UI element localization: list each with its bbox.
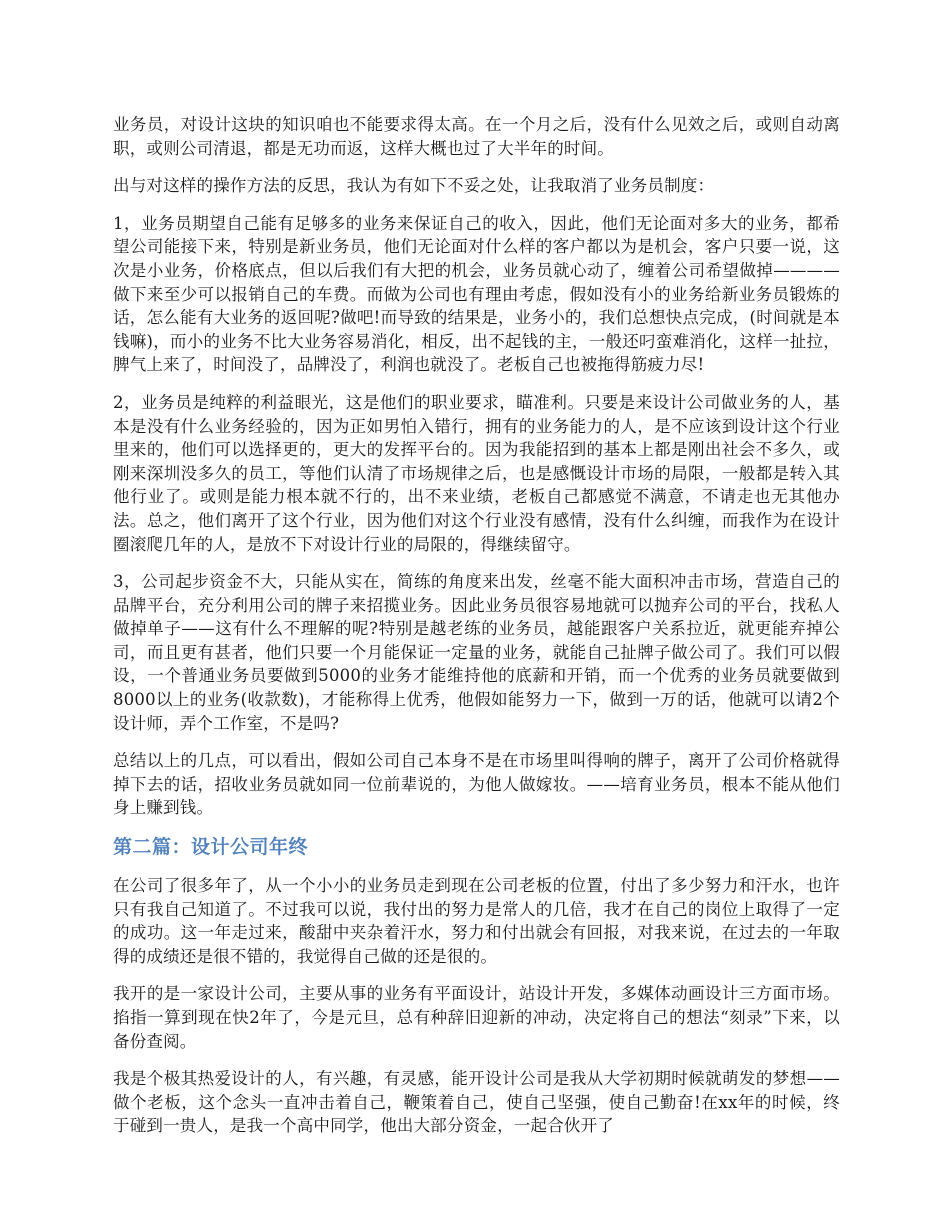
paragraph: 业务员，对设计这块的知识咱也不能要求得太高。在一个月之后，没有什么见效之后，或则自动离职，或则公司清退，都是无功而返，这样大概也过了大半年的时间。: [113, 115, 840, 158]
paragraph: 3，公司起步资金不大，只能从实在，简练的角度来出发，丝毫不能大面积冲击市场，营造自己的品牌平台，充分利用公司的牌子来招揽业务。因此业务员很容易地就可以抛弃公司的平台，找私人做掉单子——这有什么不理解的呢?特别是越老练的业务员，越能跟客户关系拉近，就更能弃掉公司，而且更有甚者，他们只要一个月能保证一定量的业务，就能自己扯牌子做公司了。我们可以假设，一个普通业务员要做到5000的业务才能维持他的底薪和开销，而一个优秀的业务员就要做到8000以上的业务(收款数)，才能称得上优秀，他假如能努力一下，做到一万的话，他就可以请2个设计师，弄个工作室，不是吗?: [113, 572, 840, 733]
document-page: [113, 113, 840, 1152]
paragraph: 1，业务员期望自己能有足够多的业务来保证自己的收入，因此，他们无论面对多大的业务，都希望公司能接下来，特别是新业务员，他们无论面对什么样的客户都以为是机会，客户只要一说，这次是小业务，价格底点，但以后我们有大把的机会，业务员就心动了，缠着公司希望做掉————做下来至少可以报销自己的车费。而做为公司也有理由考虑，假如没有小的业务给新业务员锻炼的话，怎么能有大业务的返回呢?做吧!而导致的结果是，业务小的，我们总想快点完成，(时间就是本钱嘛)，而小的业务不比大业务容易消化，相反，出不起钱的主，一般还叼蛮难消化，这样一扯拉，脾气上来了，时间没了，品牌没了，利润也就没了。老板自己也被拖得筋疲力尽!: [113, 213, 840, 375]
paragraph: 我是个极其热爱设计的人，有兴趣，有灵感，能开设计公司是我从大学初期时候就萌发的梦想——做个老板，这个念头一直冲击着自己，鞭策着自己，使自己坚强，使自己勤奋!在xx年的时候，终于碰到一贵人，是我一个高中同学，他出大部分资金，一起合伙开了: [113, 1069, 840, 1136]
paragraph: 出与对这样的操作方法的反思，我认为有如下不妥之处，让我取消了业务员制度：: [113, 176, 715, 196]
section-heading: 第二篇：设计公司年终: [113, 836, 309, 859]
paragraph: 在公司了很多年了，从一个小小的业务员走到现在公司老板的位置，付出了多少努力和汗水，也许只有我自己知道了。不过我可以说，我付出的努力是常人的几倍，我才在自己的岗位上取得了一定的成功。这一年走过来，酸甜中夹杂着汗水，努力和付出就会有回报，对我来说，在过去的一年取得的成绩还是很不错的，我觉得自己做的还是很的。: [113, 876, 840, 966]
paragraph: 2，业务员是纯粹的利益眼光，这是他们的职业要求，瞄准利。只要是来设计公司做业务的人，基本是没有什么业务经验的，因为正如男怕入错行，拥有的业务能力的人，是不应该到设计这个行业里来的，他们可以选择更的，更大的发挥平台的。因为我能招到的基本上都是刚出社会不多久，或刚来深圳没多久的员工，等他们认清了市场规律之后，也是感慨设计市场的局限，一般都是转入其他行业了。或则是能力根本就不行的，出不来业绩，老板自己都感觉不满意，不请走也无其他办法。总之，他们离开了这个行业，因为他们对这个行业没有感情，没有什么纠缠，而我作为在设计圈滚爬几年的人，是放不下对设计行业的局限的，得继续留守。: [113, 392, 840, 554]
paragraph: 我开的是一家设计公司，主要从事的业务有平面设计，站设计开发，多媒体动画设计三方面市场。掐指一算到现在快2年了，今是元旦，总有种辞旧迎新的冲动，决定将自己的想法“刻录”下来，以备份查阅。: [113, 984, 840, 1051]
paragraph: 总结以上的几点，可以看出，假如公司自己本身不是在市场里叫得响的牌子，离开了公司价格就得掉下去的话，招收业务员就如同一位前辈说的，为他人做嫁妆。——培育业务员，根本不能从他们身上赚到钱。: [113, 751, 840, 818]
